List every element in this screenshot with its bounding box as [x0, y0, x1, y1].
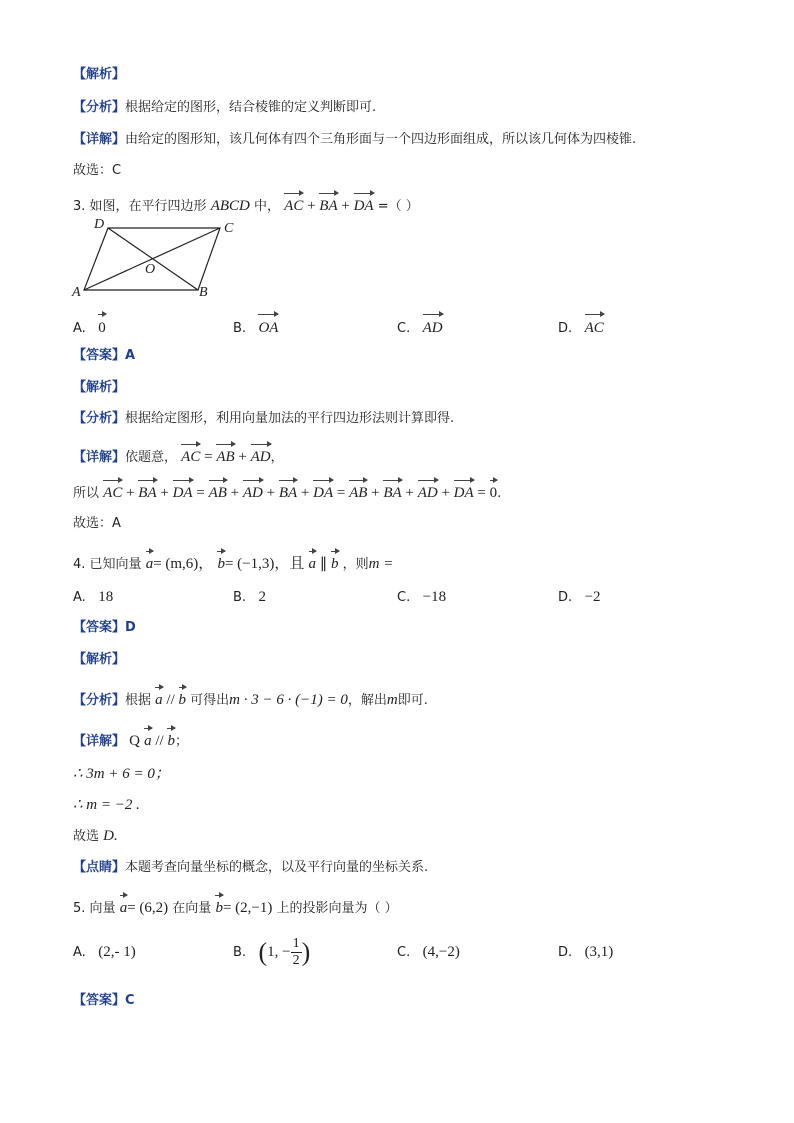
- q5-option-d: D. (3,1): [558, 944, 614, 960]
- q4-option-c: C. −18: [397, 589, 447, 605]
- q4-step1: ∴ 3m + 6 = 0；: [73, 766, 170, 782]
- q5-option-b: B. (1, − $\frac{1}{2}$ ): [233, 936, 311, 968]
- q3-option-c: C. AD: [397, 312, 443, 339]
- fenxi-line-q2: 【分析】根据给定的图形，结合棱锥的定义判断即可.: [73, 100, 377, 115]
- q4-xiangjie: 【详解】 Q a // b；: [73, 726, 188, 751]
- q4-option-b: B. 2: [233, 589, 266, 605]
- q5-stem: 5. 向量 a= (6,2) 在向量 b= (2,−1) 上的投影向量为（ ）: [73, 893, 398, 918]
- q3-option-b: B. OA: [233, 312, 278, 339]
- parallelogram-figure: [70, 216, 240, 302]
- q3-jiexi: 【解析】: [73, 380, 126, 395]
- q4-guxuan: 故选 D.: [73, 828, 118, 844]
- guxuan-q2: 故选：C: [73, 163, 122, 178]
- q4-dianjing: 【点睛】本题考查向量坐标的概念，以及平行向量的坐标关系.: [73, 860, 429, 875]
- label-D: D: [94, 217, 105, 232]
- q3-option-a: A. 0: [73, 312, 106, 339]
- q4-stem: 4. 已知向量 a= (m,6)， b= (−1,3)，且 a ∥ b ，则m =: [73, 549, 393, 574]
- q4-option-d: D. −2: [558, 589, 601, 605]
- q4-jiexi: 【解析】: [73, 652, 126, 667]
- q5-answer: 【答案】C: [73, 993, 135, 1008]
- q4-answer: 【答案】D: [73, 620, 136, 635]
- label-A: A: [72, 285, 81, 300]
- jiexi-heading-q2: 【解析】: [73, 67, 126, 82]
- q3-suoyi-line: 所以 AC + BA + DA = AB + AD + BA + DA = AB + BA + AD + DA = 0.: [73, 478, 501, 503]
- q4-fenxi: 【分析】根据 a // b 可得出m · 3 − 6 · (−1) = 0，解出m即可.: [73, 685, 428, 710]
- q3-stem: 3. 如图，在平行四边形 ABCD 中， AC + BA + DA =（ ）: [73, 191, 419, 216]
- q3-xiangjie: 【详解】依题意， AC = AB + AD，: [73, 442, 284, 467]
- q3-guxuan: 故选：A: [73, 516, 121, 531]
- q5-option-c: C. (4,−2): [397, 944, 460, 960]
- label-B: B: [199, 285, 208, 300]
- q3-option-d: D. AC: [558, 312, 604, 339]
- q3-answer: 【答案】A: [73, 348, 136, 363]
- label-C: C: [224, 221, 234, 236]
- q3-fenxi: 【分析】根据给定图形，利用向量加法的平行四边形法则计算即得.: [73, 411, 455, 426]
- q4-step2: ∴ m = −2 .: [73, 797, 140, 813]
- label-O: O: [145, 262, 156, 277]
- q4-option-a: A. 18: [73, 589, 114, 605]
- q5-option-a: A. (2,- 1): [73, 944, 136, 960]
- xiangjie-line-q2: 【详解】由给定的图形知，该几何体有四个三角形面与一个四边形面组成，所以该几何体为四棱锥.: [73, 132, 637, 147]
